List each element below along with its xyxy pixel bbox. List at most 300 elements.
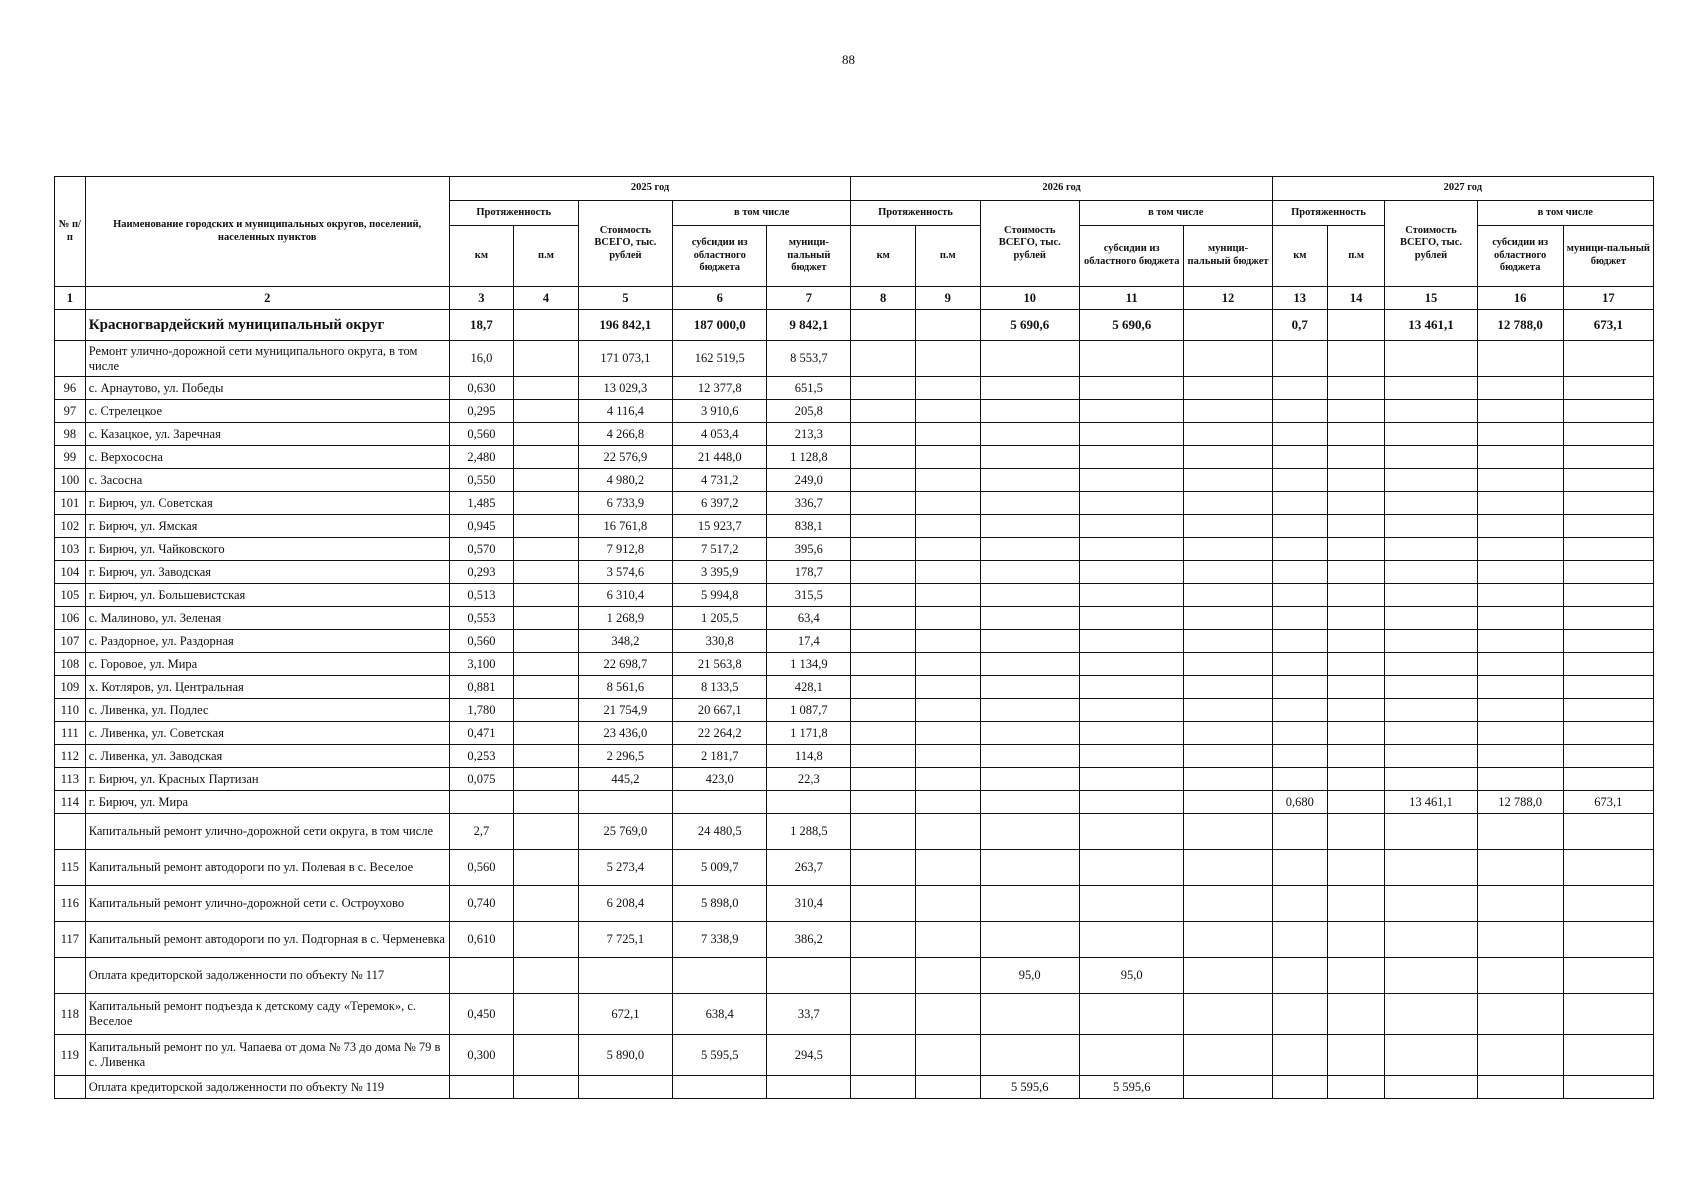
value-cell — [1327, 561, 1384, 584]
value-cell — [1327, 722, 1384, 745]
row-number — [55, 814, 86, 850]
column-number: 13 — [1272, 287, 1327, 310]
column-number: 16 — [1477, 287, 1563, 310]
value-cell: 33,7 — [767, 994, 851, 1035]
value-cell — [1079, 676, 1184, 699]
value-cell — [1272, 1035, 1327, 1076]
header-incl-2026: в том числе — [1079, 201, 1272, 226]
value-cell — [851, 850, 916, 886]
value-cell: 162 519,5 — [673, 341, 767, 377]
value-cell — [980, 561, 1079, 584]
value-cell — [1385, 515, 1477, 538]
value-cell — [1327, 791, 1384, 814]
column-number: 11 — [1079, 287, 1184, 310]
value-cell — [1563, 446, 1653, 469]
value-cell: 16,0 — [449, 341, 514, 377]
value-cell: 20 667,1 — [673, 699, 767, 722]
value-cell — [1563, 722, 1653, 745]
value-cell — [514, 630, 579, 653]
column-number-row — [55, 287, 1654, 310]
value-cell — [1272, 561, 1327, 584]
row-number: 107 — [55, 630, 86, 653]
value-cell — [1563, 515, 1653, 538]
value-cell — [915, 377, 980, 400]
row-number: 100 — [55, 469, 86, 492]
row-name: Красногвардейский муниципальный округ — [85, 310, 449, 341]
value-cell — [1385, 400, 1477, 423]
value-cell — [514, 994, 579, 1035]
value-cell — [514, 561, 579, 584]
value-cell — [980, 745, 1079, 768]
value-cell — [915, 653, 980, 676]
value-cell — [915, 850, 980, 886]
row-name: с. Горовое, ул. Мира — [85, 653, 449, 676]
value-cell: 4 053,4 — [673, 423, 767, 446]
value-cell — [514, 341, 579, 377]
value-cell — [1563, 538, 1653, 561]
value-cell — [851, 768, 916, 791]
table-row — [55, 722, 1654, 745]
value-cell — [1327, 492, 1384, 515]
value-cell — [851, 377, 916, 400]
value-cell — [514, 850, 579, 886]
value-cell — [1563, 584, 1653, 607]
column-number: 7 — [767, 287, 851, 310]
value-cell — [1079, 341, 1184, 377]
value-cell — [851, 538, 916, 561]
value-cell — [851, 745, 916, 768]
value-cell: 8 133,5 — [673, 676, 767, 699]
value-cell — [578, 1076, 672, 1099]
value-cell — [851, 584, 916, 607]
row-name: с. Казацкое, ул. Заречная — [85, 423, 449, 446]
value-cell: 0,450 — [449, 994, 514, 1035]
value-cell — [980, 446, 1079, 469]
value-cell: 1 205,5 — [673, 607, 767, 630]
value-cell — [1563, 768, 1653, 791]
table-row — [55, 515, 1654, 538]
value-cell — [1477, 584, 1563, 607]
row-number: 113 — [55, 768, 86, 791]
value-cell: 673,1 — [1563, 310, 1653, 341]
value-cell — [1272, 653, 1327, 676]
value-cell — [851, 922, 916, 958]
column-number: 5 — [578, 287, 672, 310]
value-cell — [1184, 1076, 1272, 1099]
value-cell — [1477, 958, 1563, 994]
value-cell — [1385, 653, 1477, 676]
row-number: 109 — [55, 676, 86, 699]
header-pm-2025: п.м — [514, 226, 579, 287]
value-cell — [915, 768, 980, 791]
table-row — [55, 814, 1654, 850]
value-cell — [1563, 630, 1653, 653]
value-cell — [1563, 492, 1653, 515]
value-cell — [1327, 814, 1384, 850]
table-row — [55, 584, 1654, 607]
row-name: г. Бирюч, ул. Мира — [85, 791, 449, 814]
value-cell — [915, 791, 980, 814]
value-cell — [1327, 745, 1384, 768]
value-cell — [1272, 699, 1327, 722]
value-cell — [514, 886, 579, 922]
value-cell: 6 733,9 — [578, 492, 672, 515]
header-length-2026: Протяженность — [851, 201, 980, 226]
value-cell — [851, 310, 916, 341]
value-cell: 348,2 — [578, 630, 672, 653]
table-row — [55, 958, 1654, 994]
row-number: 104 — [55, 561, 86, 584]
value-cell — [1079, 768, 1184, 791]
header-year-2025: 2025 год — [449, 177, 851, 201]
table-row — [55, 699, 1654, 722]
value-cell — [915, 745, 980, 768]
row-number: 102 — [55, 515, 86, 538]
value-cell: 310,4 — [767, 886, 851, 922]
value-cell — [1385, 676, 1477, 699]
value-cell — [1385, 922, 1477, 958]
row-name: Капитальный ремонт улично-дорожной сети округа, в том числе — [85, 814, 449, 850]
row-number: 116 — [55, 886, 86, 922]
value-cell — [980, 469, 1079, 492]
value-cell — [851, 630, 916, 653]
table-row — [55, 630, 1654, 653]
value-cell — [673, 958, 767, 994]
value-cell — [1385, 850, 1477, 886]
value-cell: 213,3 — [767, 423, 851, 446]
value-cell: 1 171,8 — [767, 722, 851, 745]
value-cell — [1184, 699, 1272, 722]
value-cell: 12 788,0 — [1477, 791, 1563, 814]
value-cell — [514, 1076, 579, 1099]
value-cell — [980, 492, 1079, 515]
row-name: Капитальный ремонт автодороги по ул. Полевая в с. Веселое — [85, 850, 449, 886]
value-cell: 0,945 — [449, 515, 514, 538]
value-cell — [1184, 1035, 1272, 1076]
total-row — [55, 310, 1654, 341]
value-cell — [1184, 630, 1272, 653]
header-no: № п/п — [55, 177, 86, 287]
value-cell — [1385, 446, 1477, 469]
value-cell — [514, 922, 579, 958]
value-cell — [1327, 310, 1384, 341]
value-cell: 423,0 — [673, 768, 767, 791]
row-number: 106 — [55, 607, 86, 630]
value-cell — [1385, 745, 1477, 768]
value-cell: 4 116,4 — [578, 400, 672, 423]
value-cell: 114,8 — [767, 745, 851, 768]
value-cell — [1563, 561, 1653, 584]
value-cell: 5 595,6 — [980, 1076, 1079, 1099]
value-cell: 5 890,0 — [578, 1035, 672, 1076]
row-name: с. Арнаутово, ул. Победы — [85, 377, 449, 400]
value-cell: 95,0 — [1079, 958, 1184, 994]
value-cell — [1477, 469, 1563, 492]
value-cell — [915, 310, 980, 341]
value-cell — [767, 958, 851, 994]
value-cell: 3 910,6 — [673, 400, 767, 423]
table-row — [55, 745, 1654, 768]
row-name: с. Стрелецкое — [85, 400, 449, 423]
value-cell — [1563, 607, 1653, 630]
row-name: г. Бирюч, ул. Заводская — [85, 561, 449, 584]
value-cell: 16 761,8 — [578, 515, 672, 538]
value-cell — [915, 699, 980, 722]
value-cell — [1079, 446, 1184, 469]
value-cell — [514, 400, 579, 423]
header-year-2026: 2026 год — [851, 177, 1272, 201]
value-cell: 5 595,6 — [1079, 1076, 1184, 1099]
value-cell — [514, 469, 579, 492]
value-cell — [851, 607, 916, 630]
value-cell — [1184, 886, 1272, 922]
column-number: 6 — [673, 287, 767, 310]
column-number: 4 — [514, 287, 579, 310]
value-cell: 5 994,8 — [673, 584, 767, 607]
value-cell — [1385, 538, 1477, 561]
value-cell — [851, 469, 916, 492]
value-cell — [1327, 341, 1384, 377]
row-name: Ремонт улично-дорожной сети муниципального округа, в том числе — [85, 341, 449, 377]
value-cell — [915, 607, 980, 630]
value-cell: 651,5 — [767, 377, 851, 400]
value-cell — [851, 699, 916, 722]
value-cell — [851, 958, 916, 994]
value-cell — [851, 515, 916, 538]
header-km-2025: км — [449, 226, 514, 287]
value-cell — [1477, 538, 1563, 561]
table-row — [55, 561, 1654, 584]
value-cell — [1385, 561, 1477, 584]
value-cell — [1079, 886, 1184, 922]
value-cell — [915, 958, 980, 994]
value-cell — [1477, 745, 1563, 768]
value-cell: 7 912,8 — [578, 538, 672, 561]
value-cell: 0,610 — [449, 922, 514, 958]
value-cell — [915, 1035, 980, 1076]
value-cell: 171 073,1 — [578, 341, 672, 377]
value-cell — [1563, 377, 1653, 400]
value-cell: 9 842,1 — [767, 310, 851, 341]
value-cell — [1272, 722, 1327, 745]
row-number: 97 — [55, 400, 86, 423]
row-number: 96 — [55, 377, 86, 400]
column-number: 15 — [1385, 287, 1477, 310]
row-number: 117 — [55, 922, 86, 958]
value-cell — [1184, 310, 1272, 341]
header-cost-2027: Стоимость ВСЕГО, тыс. рублей — [1385, 201, 1477, 287]
value-cell — [1079, 722, 1184, 745]
value-cell — [1079, 400, 1184, 423]
column-number: 12 — [1184, 287, 1272, 310]
value-cell: 673,1 — [1563, 791, 1653, 814]
value-cell: 3 395,9 — [673, 561, 767, 584]
value-cell — [1184, 561, 1272, 584]
value-cell — [1563, 922, 1653, 958]
value-cell — [1477, 492, 1563, 515]
value-cell — [1477, 886, 1563, 922]
value-cell — [1184, 446, 1272, 469]
value-cell — [1272, 607, 1327, 630]
value-cell — [1079, 791, 1184, 814]
row-number: 105 — [55, 584, 86, 607]
value-cell — [1184, 922, 1272, 958]
value-cell: 5 595,5 — [673, 1035, 767, 1076]
value-cell: 0,560 — [449, 850, 514, 886]
header-pm-2027: п.м — [1327, 226, 1384, 287]
value-cell: 445,2 — [578, 768, 672, 791]
value-cell — [980, 584, 1079, 607]
row-name: с. Ливенка, ул. Подлес — [85, 699, 449, 722]
value-cell — [514, 515, 579, 538]
value-cell: 5 690,6 — [980, 310, 1079, 341]
value-cell — [1079, 653, 1184, 676]
value-cell — [1477, 814, 1563, 850]
column-number: 2 — [85, 287, 449, 310]
value-cell — [1079, 745, 1184, 768]
table-row — [55, 1035, 1654, 1076]
value-cell — [851, 791, 916, 814]
value-cell — [1385, 886, 1477, 922]
value-cell — [915, 492, 980, 515]
value-cell — [514, 584, 579, 607]
value-cell — [1327, 653, 1384, 676]
page-number: 88 — [842, 52, 855, 67]
value-cell — [1079, 584, 1184, 607]
row-name: с. Засосна — [85, 469, 449, 492]
value-cell: 23 436,0 — [578, 722, 672, 745]
value-cell — [1272, 538, 1327, 561]
row-name: с. Малиново, ул. Зеленая — [85, 607, 449, 630]
value-cell — [1272, 676, 1327, 699]
value-cell — [980, 850, 1079, 886]
value-cell — [1385, 1035, 1477, 1076]
row-name: Капитальный ремонт улично-дорожной сети с. Остроухово — [85, 886, 449, 922]
value-cell — [1385, 584, 1477, 607]
value-cell — [449, 791, 514, 814]
row-name: Оплата кредиторской задолженности по объекту № 119 — [85, 1076, 449, 1099]
value-cell — [1184, 584, 1272, 607]
row-number: 112 — [55, 745, 86, 768]
value-cell — [514, 538, 579, 561]
value-cell — [1184, 607, 1272, 630]
value-cell — [1184, 850, 1272, 886]
value-cell: 1 288,5 — [767, 814, 851, 850]
table-row — [55, 850, 1654, 886]
value-cell: 6 310,4 — [578, 584, 672, 607]
value-cell: 0,740 — [449, 886, 514, 922]
header-cost-2026: Стоимость ВСЕГО, тыс. рублей — [980, 201, 1079, 287]
value-cell: 7 517,2 — [673, 538, 767, 561]
value-cell — [1563, 469, 1653, 492]
value-cell — [1563, 1035, 1653, 1076]
value-cell — [1477, 515, 1563, 538]
value-cell — [1079, 377, 1184, 400]
value-cell: 0,680 — [1272, 791, 1327, 814]
header-km-2026: км — [851, 226, 916, 287]
table-row — [55, 377, 1654, 400]
value-cell — [1327, 1076, 1384, 1099]
value-cell — [1563, 994, 1653, 1035]
value-cell — [1477, 561, 1563, 584]
value-cell: 5 690,6 — [1079, 310, 1184, 341]
value-cell — [1563, 958, 1653, 994]
value-cell: 21 448,0 — [673, 446, 767, 469]
value-cell: 2,7 — [449, 814, 514, 850]
table-row — [55, 446, 1654, 469]
header-municipal-2026: муници-пальный бюджет — [1184, 226, 1272, 287]
value-cell — [1184, 423, 1272, 446]
value-cell — [1563, 423, 1653, 446]
value-cell: 4 731,2 — [673, 469, 767, 492]
value-cell — [1184, 400, 1272, 423]
column-number: 17 — [1563, 287, 1653, 310]
table-body — [55, 310, 1654, 1099]
value-cell: 5 898,0 — [673, 886, 767, 922]
row-number: 98 — [55, 423, 86, 446]
value-cell — [1563, 676, 1653, 699]
value-cell — [980, 607, 1079, 630]
value-cell — [1327, 886, 1384, 922]
row-name: г. Бирюч, ул. Чайковского — [85, 538, 449, 561]
value-cell: 263,7 — [767, 850, 851, 886]
value-cell: 8 553,7 — [767, 341, 851, 377]
value-cell: 2 296,5 — [578, 745, 672, 768]
value-cell: 0,560 — [449, 423, 514, 446]
value-cell — [980, 768, 1079, 791]
value-cell — [1184, 958, 1272, 994]
value-cell: 22 698,7 — [578, 653, 672, 676]
row-name: г. Бирюч, ул. Красных Партизан — [85, 768, 449, 791]
value-cell — [767, 791, 851, 814]
value-cell — [1327, 768, 1384, 791]
value-cell: 0,553 — [449, 607, 514, 630]
value-cell: 6 208,4 — [578, 886, 672, 922]
value-cell: 0,295 — [449, 400, 514, 423]
value-cell — [1272, 745, 1327, 768]
value-cell — [1272, 515, 1327, 538]
row-number — [55, 310, 86, 341]
value-cell — [1327, 423, 1384, 446]
value-cell — [915, 469, 980, 492]
value-cell — [915, 400, 980, 423]
value-cell: 294,5 — [767, 1035, 851, 1076]
value-cell — [1079, 630, 1184, 653]
value-cell: 330,8 — [673, 630, 767, 653]
table-row — [55, 400, 1654, 423]
value-cell — [1272, 341, 1327, 377]
row-name: Капитальный ремонт по ул. Чапаева от дома № 73 до дома № 79 в с. Ливенка — [85, 1035, 449, 1076]
value-cell — [980, 630, 1079, 653]
value-cell — [1272, 469, 1327, 492]
value-cell — [673, 791, 767, 814]
value-cell: 18,7 — [449, 310, 514, 341]
value-cell: 0,293 — [449, 561, 514, 584]
row-number: 114 — [55, 791, 86, 814]
row-name: г. Бирюч, ул. Ямская — [85, 515, 449, 538]
value-cell — [1184, 791, 1272, 814]
value-cell: 4 266,8 — [578, 423, 672, 446]
value-cell — [1272, 400, 1327, 423]
value-cell — [1184, 814, 1272, 850]
value-cell — [514, 1035, 579, 1076]
value-cell — [1079, 922, 1184, 958]
value-cell — [915, 515, 980, 538]
value-cell: 63,4 — [767, 607, 851, 630]
value-cell — [449, 958, 514, 994]
value-cell — [1327, 538, 1384, 561]
value-cell — [1563, 653, 1653, 676]
